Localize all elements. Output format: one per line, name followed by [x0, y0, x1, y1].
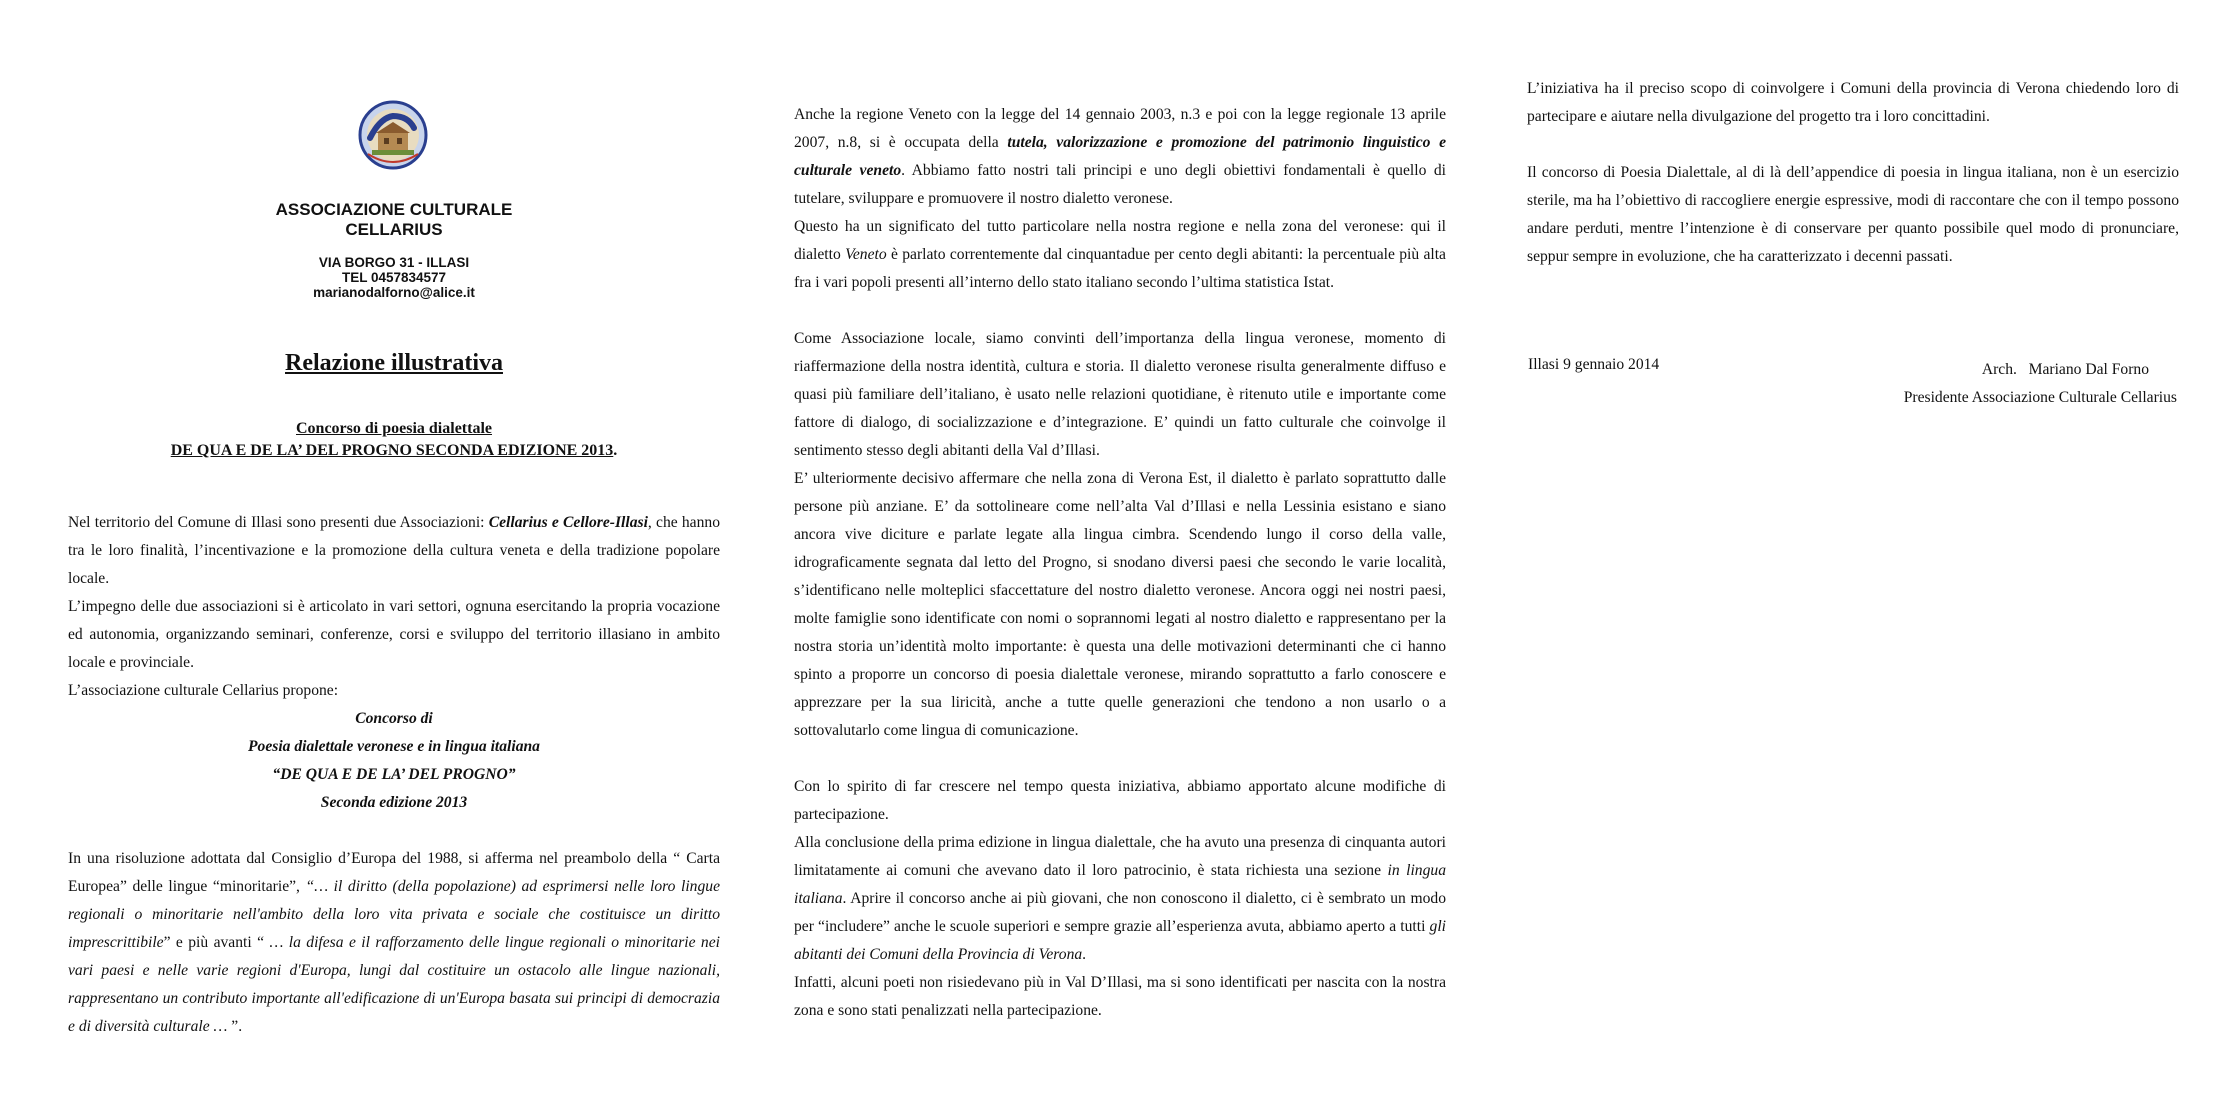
document-page-3	[1488, 0, 2232, 1101]
paragraph: Infatti, alcuni poeti non risiedevano più in Val D’Illasi, ma si sono identificati per nascita con la nostra zona e sono stati penalizzati nella partecipazione.	[794, 974, 1446, 1019]
associations-names: Cellarius e Cellore-Illasi	[488, 514, 648, 531]
paragraph: Con lo spirito di far crescere nel tempo questa iniziativa, abbiamo apportato alcune modifiche di partecipazione.	[794, 778, 1446, 823]
contest-heading-period: .	[613, 442, 618, 459]
page1-body	[68, 509, 720, 1041]
association-address: VIA BORGO 31 - ILLASI	[318, 255, 470, 270]
document-title: Relazione illustrativa	[285, 350, 503, 376]
text: In una risoluzione adottata dal Consiglio d’Europa del 1988, si afferma nel preambolo della “ Carta Europea” delle lingue “minoritarie”,	[68, 850, 720, 895]
document-page-1	[0, 0, 744, 1101]
text-italic: Veneto	[845, 246, 887, 263]
signature-block	[1904, 356, 2177, 412]
page3-body	[1527, 75, 2179, 271]
paragraph: Come Associazione locale, siamo convinti dell’importanza della lingua veronese, momento di riaffermazione della nostra identità, cultura e storia. Il dialetto veronese risulta generalmente diffuso e quasi più familiare dell’italiano, è usato nelle relazioni quotidiane, è ritenuto utile e importante come fattore di dialogo, di socializzazione e d’integrazione. E’ quindi un fatto culturale che coinvolge il sentimento stesso degli abitanti della Val d’Illasi.	[794, 330, 1446, 459]
text: .	[1082, 946, 1087, 963]
association-name-line2: CELLARIUS	[345, 220, 443, 239]
contest-title-block	[68, 705, 720, 817]
paragraph: Il concorso di Poesia Dialettale, al di là dell’appendice di poesia in lingua italiana, non è un esercizio sterile, ma ha l’obiettivo di raccogliere energie espressive, modi di raccontare che con il tempo possono andare perduti, mentre l’intenzione è di conservare per quanto possibile quel modo di pronunciare, seppur sempre in evoluzione, che ha caratterizzato i decenni passati.	[1527, 164, 2179, 265]
association-phone: TEL 0457834577	[341, 270, 447, 285]
signature-name: Arch. Mariano Dal Forno	[1981, 361, 2149, 378]
text: ” e più avanti “	[163, 934, 270, 951]
association-email: marianodalforno@alice.it	[313, 285, 475, 300]
contest-heading	[150, 418, 638, 462]
quote: “… il diritto (della popolazione) ad esprimersi nelle loro lingue regionali o minoritarie nell'ambito della loro vita privata e sociale che costituisce un diritto imprescrittibile	[68, 878, 720, 951]
contest-title-line: Poesia dialettale veronese e in lingua italiana	[248, 738, 540, 755]
paragraph	[68, 845, 720, 1041]
contest-heading-line1: Concorso di poesia dialettale	[296, 420, 492, 437]
association-logo-icon	[358, 100, 428, 170]
law-emphasis: tutela, valorizzazione e promozione del patrimonio linguistico e culturale veneto	[794, 134, 1447, 179]
text: Nel territorio del Comune di Illasi sono presenti due Associazioni:	[68, 514, 489, 531]
contest-heading-line2: DE QUA E DE LA’ DEL PROGNO SECONDA EDIZIONE 2013	[170, 442, 614, 459]
paragraph	[68, 509, 720, 593]
paragraph	[794, 101, 1446, 213]
text: Questo ha un significato del tutto particolare nella nostra regione e nella zona del veronese: qui il dialetto	[794, 218, 1446, 263]
place-date: Illasi 9 gennaio 2014	[1528, 356, 1660, 373]
text-italic: in lingua italiana	[794, 862, 1446, 907]
document-page-2	[744, 0, 1488, 1101]
quote: … la difesa e il rafforzamento delle lingue regionali o minoritarie nei vari paesi e nelle varie regioni d'Europa, lungi dal costituire un ostacolo alle lingue nazionali, rappresentano un contributo importante all'edificazione di un'Europa basata sui principi di democrazia e di diversità culturale …	[68, 934, 720, 1035]
paragraph	[794, 829, 1446, 969]
text: . Aprire il concorso anche ai più giovani, che non conoscono il dialetto, ci è sembrato un modo per “includere” anche le scuole superiori e sempre grazie all’esperienza avuta, abbiamo aperto a tutti	[794, 890, 1446, 935]
text: Anche la regione Veneto con la legge del 14 gennaio 2003, n.3 e poi con la legge regionale 13 aprile 2007, n.8, si è occupata della	[794, 106, 1446, 151]
contest-title-line: Seconda edizione 2013	[320, 794, 468, 811]
text: ”.	[231, 1018, 243, 1035]
text: . Abbiamo fatto nostri tali principi e uno degli obiettivi fondamentali è quello di tutelare, sviluppare e promuovere il nostro dialetto veronese.	[794, 162, 1446, 207]
text-italic: gli abitanti dei Comuni della Provincia di Verona	[794, 918, 1446, 963]
contest-title-line: Concorso di	[355, 710, 433, 727]
text: , che hanno tra le loro finalità, l’incentivazione e la promozione della cultura veneta e della tradizione popolare locale.	[68, 514, 720, 587]
paragraph: E’ ulteriormente decisivo affermare che nella zona di Verona Est, il dialetto è parlato soprattutto dalle persone più anziane. E’ da sottolineare come nell’alta Val d’Illasi e nella Lessinia esistano e siano ancora vive diciture e parlate legate alla lingua cimbra. Scendendo lungo il corso della valle, idrograficamente segnata dal letto del Progno, si snodano diversi paesi che secondo le varie località, s’identificano nelle molteplici sfaccettature del nostro dialetto veronese. Ancora oggi nei nostri paesi, molte famiglie sono identificate con nomi o soprannomi legati al nostro dialetto e rappresentano per la nostra storia un’identità molto importante: è questa una delle motivazioni determinanti che ci hanno spinto a proporre un concorso di poesia dialettale veronese, mirando soprattutto a farlo conoscere e apprezzare per la sua liricità, anche a tutte quelle generazioni che tendono a non usarlo o a sottovalutarlo come lingua di comunicazione.	[794, 470, 1446, 739]
association-name	[190, 200, 598, 240]
association-name-line1: ASSOCIAZIONE CULTURALE	[275, 200, 513, 219]
paragraph: L’iniziativa ha il preciso scopo di coinvolgere i Comuni della provincia di Verona chiedendo loro di partecipare e aiutare nella divulgazione del progetto tra i loro concittadini.	[1527, 80, 2179, 125]
signature-title: Presidente Associazione Culturale Cellarius	[1903, 389, 2177, 406]
text: Alla conclusione della prima edizione in lingua dialettale, che ha avuto una presenza di cinquanta autori limitatamente ai comuni che avevano dato il loro patrocinio, è stata richiesta una sezione	[794, 834, 1446, 879]
paragraph: L’associazione culturale Cellarius propone:	[68, 682, 339, 699]
paragraph: L’impegno delle due associazioni si è articolato in vari settori, ognuna esercitando la propria vocazione ed autonomia, organizzando seminari, conferenze, corsi e sviluppo del territorio illasiano in ambito locale e provinciale.	[68, 598, 720, 671]
page2-body	[794, 101, 1446, 1025]
contest-title-line: “DE QUA E DE LA’ DEL PROGNO”	[272, 766, 516, 783]
text: è parlato correntemente dal cinquantadue per cento degli abitanti: la percentuale più alta fra i vari popoli presenti all’interno dello stato italiano secondo l’ultima statistica Istat.	[794, 246, 1446, 291]
association-contact	[190, 255, 598, 300]
paragraph	[794, 213, 1446, 297]
